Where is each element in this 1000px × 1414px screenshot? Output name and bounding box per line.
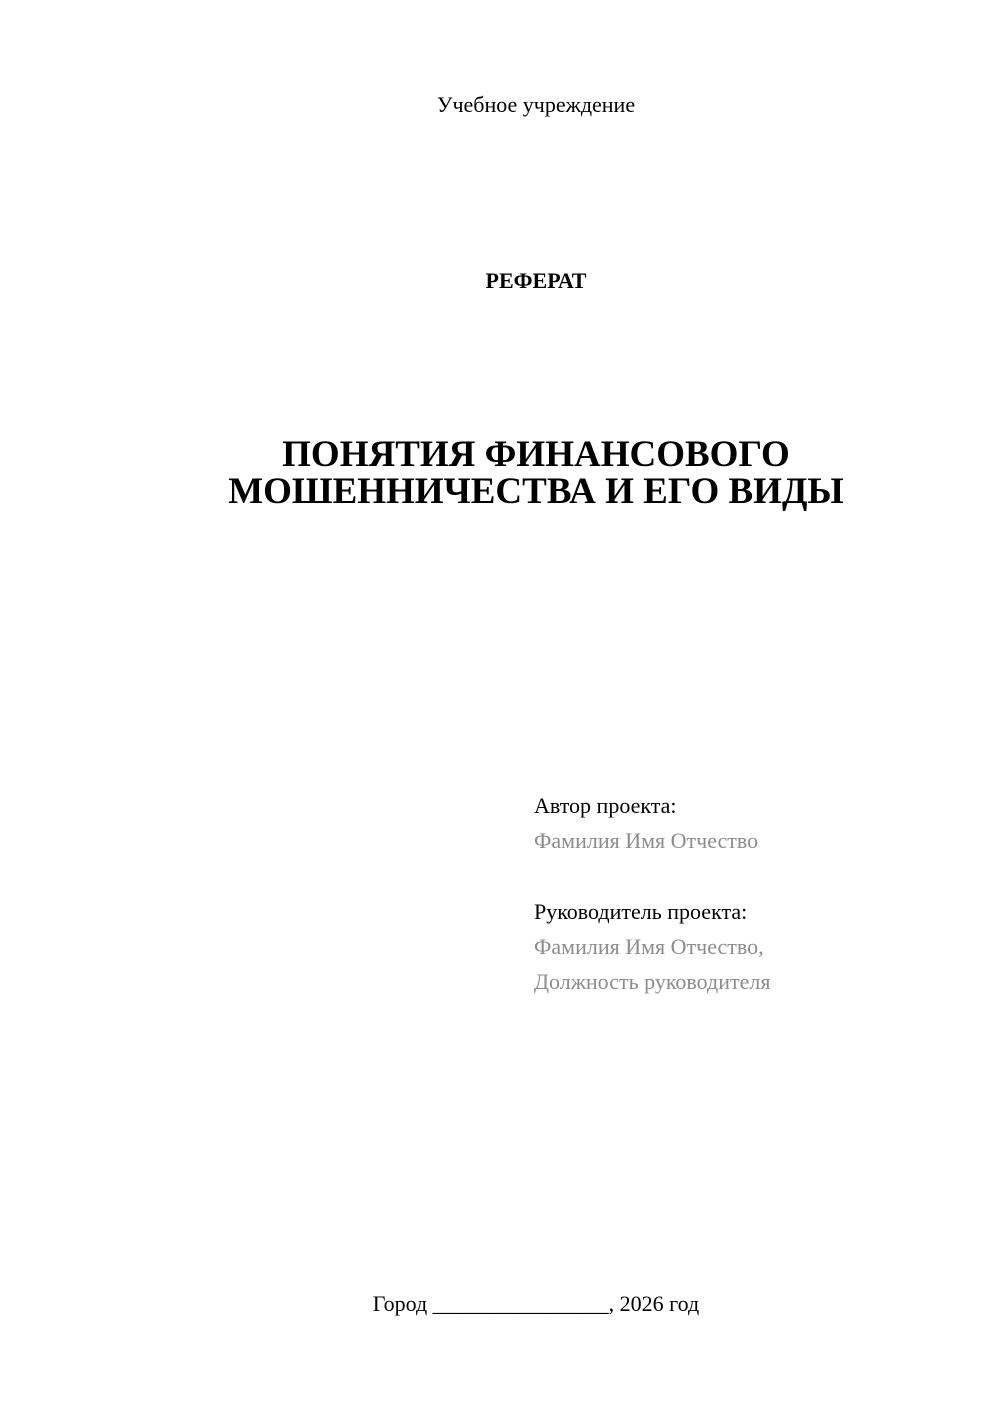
supervisor-position-placeholder: Должность руководителя: [534, 969, 771, 994]
title-line-1: ПОНЯТИЯ ФИНАНСОВОГО: [282, 434, 790, 475]
title-line-2: МОШЕННИЧЕСТВА И ЕГО ВИДЫ: [228, 471, 844, 512]
institution-name: Учебное учреждение: [436, 92, 636, 117]
author-label: Автор проекта:: [534, 793, 677, 818]
document-title: [0, 436, 1000, 510]
city-year-line: Город ________________, 2026 год: [372, 1291, 700, 1316]
project-info-block: [534, 788, 770, 999]
supervisor-label: Руководитель проекта:: [534, 899, 748, 924]
info-spacer: [534, 858, 770, 894]
document-type-label: РЕФЕРАТ: [485, 268, 587, 293]
supervisor-name-placeholder: Фамилия Имя Отчество,: [534, 934, 764, 959]
author-name-placeholder: Фамилия Имя Отчество: [534, 828, 759, 853]
